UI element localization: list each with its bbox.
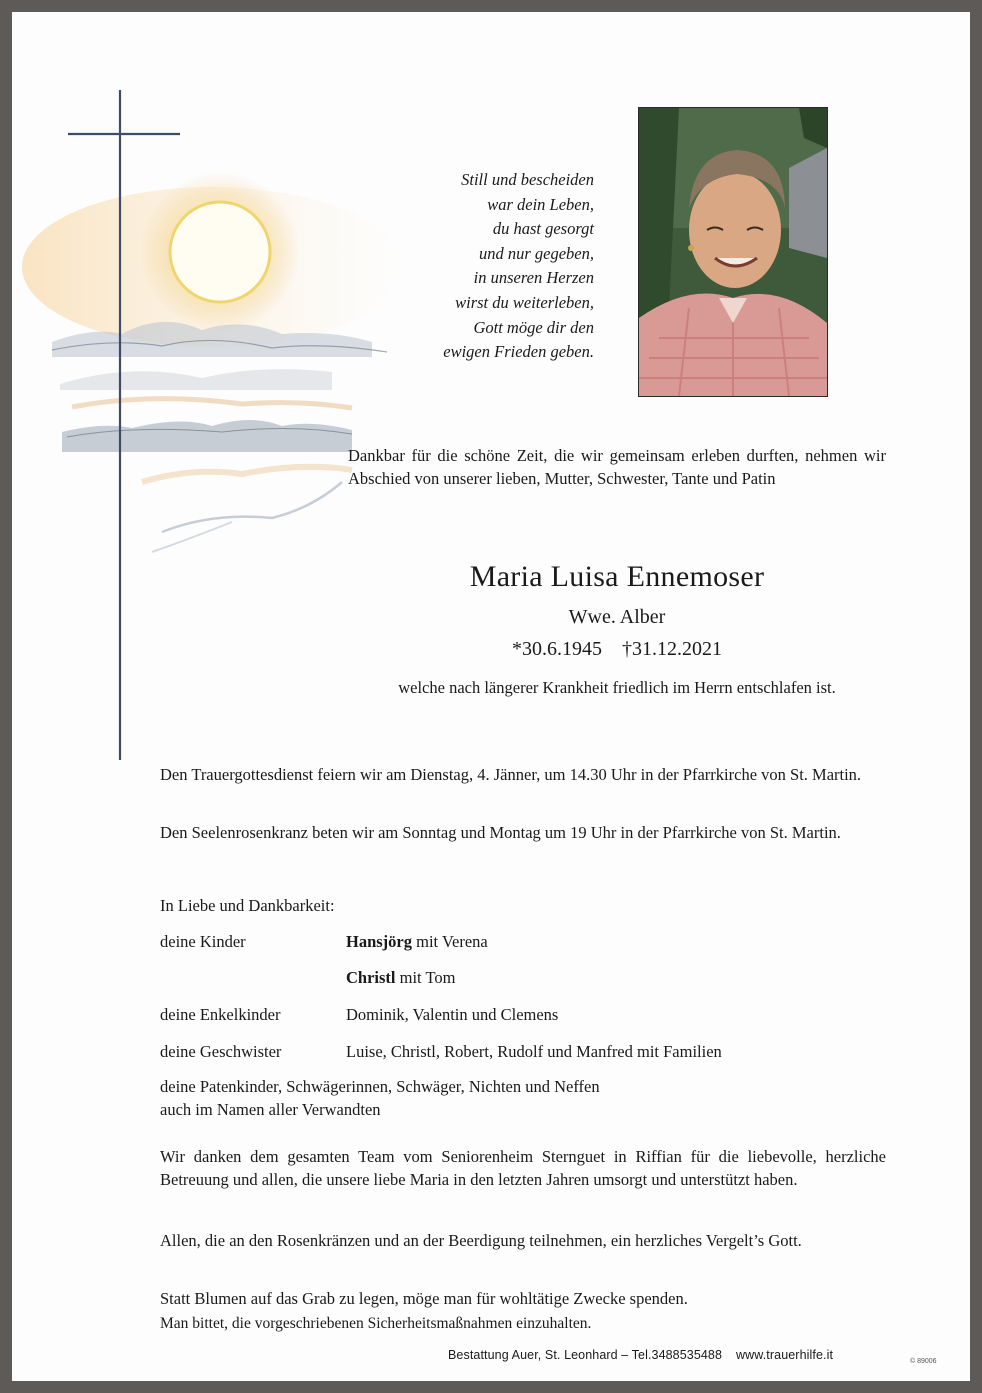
- poem-line: ewigen Frieden geben.: [443, 342, 594, 362]
- mourners-intro: In Liebe und Dankbarkeit:: [160, 896, 335, 915]
- poem-line: war dein Leben,: [487, 194, 594, 214]
- passing-line: welche nach längerer Krankheit friedlich im Herrn entschlafen ist.: [398, 678, 836, 697]
- other-relatives-line: auch im Namen aller Verwandten: [160, 1099, 381, 1119]
- grandchildren-names: Dominik, Valentin und Clemens: [346, 1005, 559, 1024]
- website-link[interactable]: www.trauerhilfe.it: [736, 1348, 834, 1362]
- undertaker-contact: Bestattung Auer, St. Leonhard – Tel.3488535488: [448, 1348, 723, 1362]
- death-date: †31.12.2021: [622, 638, 722, 660]
- donation-request: Statt Blumen auf das Grab zu legen, möge man für wohltätige Zwecke spenden.: [160, 1289, 688, 1308]
- poem-line: Still und bescheiden: [461, 170, 594, 189]
- widow-of: Wwe. Alber: [568, 606, 666, 628]
- intro-text: Dankbar für die schöne Zeit, die wir gemeinsam erleben durften, nehmen wir Abschied von unserer lieben, Mutter, Schwester, Tante und Patin: [348, 446, 886, 489]
- safety-notice: Man bittet, die vorgeschriebenen Sicherheitsmaßnahmen einzuhalten.: [160, 1315, 592, 1332]
- siblings-names: Luise, Christl, Robert, Rudolf und Manfred mit Familien: [346, 1042, 722, 1061]
- thanks-care-home: Wir danken dem gesamten Team vom Seniorenheim Sternguet in Riffian für die liebevolle, herzliche Betreuung und allen, die unsere liebe Maria in den letzten Jahren umsorgt und unterstützt haben.: [160, 1147, 886, 1189]
- deceased-name: Maria Luisa Ennemoser: [469, 560, 765, 593]
- funeral-service-text: Den Trauergottesdienst feiern wir am Dienstag, 4. Jänner, um 14.30 Uhr in der Pfarrkirche von St. Martin.: [160, 765, 862, 784]
- thanks-attendees: Allen, die an den Rosenkränzen und an der Beerdigung teilnehmen, ein herzliches Vergelt’s Gott.: [160, 1231, 802, 1250]
- poem-line: du hast gesorgt: [492, 219, 594, 239]
- poem-line: und nur gegeben,: [478, 243, 594, 263]
- child-1-partner: mit Verena: [412, 932, 488, 951]
- child-2: [346, 968, 455, 988]
- poem-line: Gott möge dir den: [473, 317, 594, 337]
- footer: [448, 1348, 833, 1362]
- memorial-poem: [372, 168, 594, 365]
- print-mark: © 89006: [910, 1358, 937, 1365]
- other-relatives: [160, 1076, 600, 1121]
- rosary-text: Den Seelenrosenkranz beten wir am Sonntag und Montag um 19 Uhr in der Pfarrkirche von St. Martin.: [160, 823, 841, 842]
- obituary-card: [12, 12, 970, 1381]
- child-1-name: Hansjörg: [346, 932, 412, 951]
- poem-line: in unseren Herzen: [473, 268, 594, 288]
- child-2-name: Christl: [346, 968, 396, 987]
- children-label: deine Kinder: [160, 932, 246, 951]
- child-2-partner: mit Tom: [395, 968, 456, 987]
- other-relatives-line: deine Patenkinder, Schwägerinnen, Schwäger, Nichten und Neffen: [160, 1077, 600, 1096]
- child-1: [346, 932, 488, 952]
- siblings-label: deine Geschwister: [160, 1042, 282, 1061]
- life-dates: [348, 638, 886, 661]
- portrait-photo: [638, 107, 828, 397]
- poem-line: wirst du weiterleben,: [455, 292, 594, 312]
- grandchildren-label: deine Enkelkinder: [160, 1005, 281, 1024]
- birth-date: *30.6.1945: [512, 638, 602, 660]
